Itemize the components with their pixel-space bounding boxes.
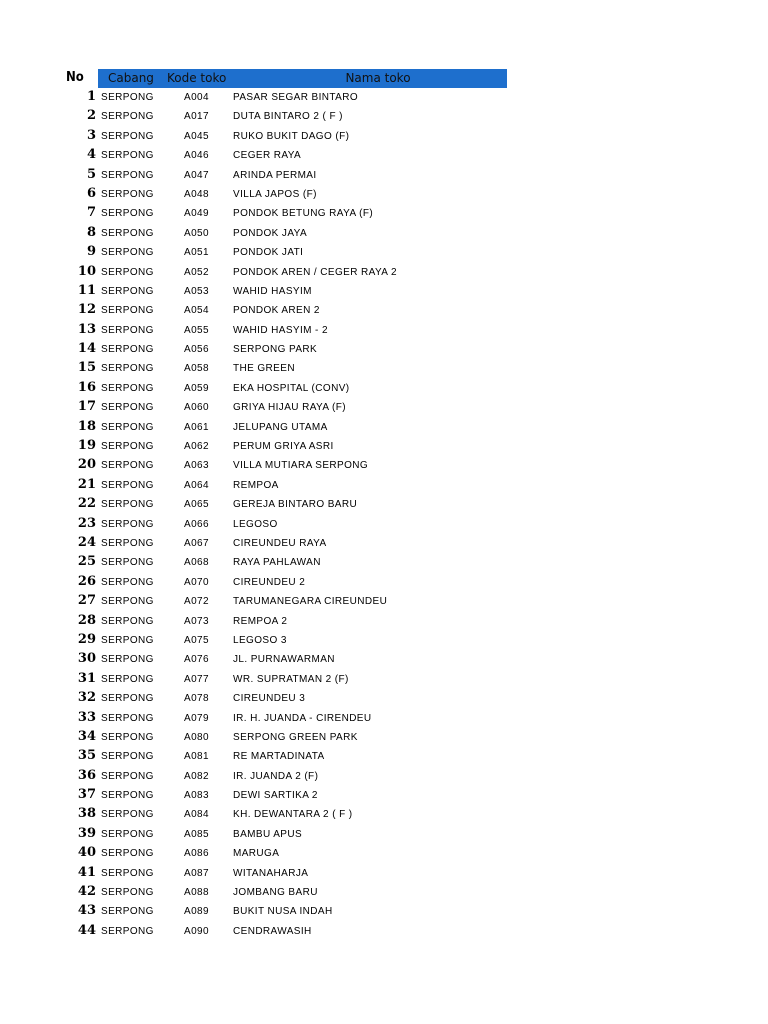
- kode-toko-cell: A077: [184, 673, 209, 685]
- cabang-cell: SERPONG: [101, 208, 154, 220]
- row-number: 10: [77, 263, 96, 279]
- row-number: 39: [77, 825, 96, 841]
- kode-toko-cell: A061: [184, 421, 209, 433]
- nama-toko-cell: ARINDA PERMAI: [233, 169, 317, 181]
- cabang-cell: SERPONG: [101, 712, 154, 724]
- kode-toko-cell: A075: [184, 634, 209, 646]
- cabang-cell: SERPONG: [101, 576, 154, 588]
- row-number: 16: [77, 379, 96, 395]
- nama-toko-cell: WAHID HASYIM - 2: [233, 324, 328, 336]
- kode-toko-cell: A004: [184, 92, 209, 103]
- kode-toko-cell: A087: [184, 867, 209, 879]
- row-number: 44: [77, 922, 96, 938]
- row-number: 43: [77, 903, 96, 919]
- cabang-cell: SERPONG: [101, 537, 154, 549]
- nama-toko-cell: WR. SUPRATMAN 2 (F): [233, 673, 349, 685]
- cabang-cell: SERPONG: [101, 285, 154, 297]
- row-number: 3: [86, 127, 96, 143]
- cabang-cell: SERPONG: [101, 188, 154, 200]
- kode-toko-cell: A066: [184, 518, 209, 530]
- kode-toko-cell: A060: [184, 402, 209, 414]
- row-number: 14: [77, 341, 96, 357]
- cabang-cell: SERPONG: [101, 518, 154, 530]
- nama-toko-cell: BUKIT NUSA INDAH: [233, 906, 333, 918]
- row-number: 17: [77, 399, 96, 415]
- nama-toko-cell: DUTA BINTARO 2 ( F ): [233, 111, 343, 123]
- header-nama-toko: Nama toko: [345, 71, 411, 85]
- cabang-cell: SERPONG: [101, 731, 154, 743]
- row-number: 4: [86, 147, 96, 163]
- cabang-cell: SERPONG: [101, 460, 154, 472]
- nama-toko-cell: CIREUNDEU 3: [233, 693, 306, 705]
- nama-toko-cell: VILLA JAPOS (F): [233, 188, 317, 200]
- row-number: 31: [77, 670, 96, 686]
- nama-toko-cell: PERUM GRIYA ASRI: [233, 441, 334, 453]
- nama-toko-cell: CENDRAWASIH: [233, 925, 312, 937]
- kode-toko-cell: A065: [184, 499, 209, 511]
- row-number: 30: [77, 651, 96, 667]
- kode-toko-cell: A058: [184, 363, 209, 375]
- nama-toko-cell: GEREJA BINTARO BARU: [233, 499, 358, 511]
- row-number: 2: [86, 108, 96, 124]
- cabang-cell: SERPONG: [101, 324, 154, 336]
- nama-toko-cell: REMPOA: [233, 479, 279, 491]
- kode-toko-cell: A078: [184, 693, 209, 705]
- nama-toko-cell: WITANAHARJA: [233, 867, 309, 879]
- row-number: 21: [77, 476, 96, 492]
- nama-toko-cell: MARUGA: [233, 848, 280, 860]
- kode-toko-cell: A051: [184, 247, 209, 259]
- nama-toko-cell: BAMBU APUS: [233, 828, 303, 840]
- nama-toko-cell: IR. H. JUANDA - CIRENDEU: [233, 712, 372, 724]
- kode-toko-cell: A089: [184, 906, 209, 918]
- row-number: 26: [77, 573, 96, 589]
- kode-toko-cell: A054: [184, 305, 209, 317]
- kode-toko-cell: A046: [184, 150, 209, 162]
- kode-toko-cell: A070: [184, 576, 209, 588]
- cabang-cell: SERPONG: [101, 790, 154, 802]
- kode-toko-cell: A052: [184, 266, 209, 278]
- nama-toko-cell: DEWI SARTIKA 2: [233, 790, 318, 802]
- nama-toko-cell: SERPONG PARK: [233, 344, 318, 356]
- nama-toko-cell: CIREUNDEU RAYA: [233, 537, 327, 549]
- cabang-cell: SERPONG: [101, 906, 154, 918]
- cabang-cell: SERPONG: [101, 421, 154, 433]
- row-number: 18: [77, 418, 96, 434]
- row-number: 24: [77, 534, 96, 550]
- row-number: 15: [77, 360, 96, 376]
- kode-toko-cell: A063: [184, 460, 209, 472]
- kode-toko-cell: A082: [184, 770, 209, 782]
- row-number: 11: [77, 282, 96, 298]
- kode-toko-cell: A086: [184, 848, 209, 860]
- cabang-cell: SERPONG: [101, 848, 154, 860]
- nama-toko-cell: RAYA PAHLAWAN: [233, 557, 321, 569]
- cabang-cell: SERPONG: [101, 441, 154, 453]
- cabang-cell: SERPONG: [101, 130, 154, 142]
- nama-toko-cell: GRIYA HIJAU RAYA (F): [233, 402, 347, 414]
- row-number: 13: [77, 321, 96, 337]
- row-number: 29: [77, 631, 96, 647]
- cabang-cell: SERPONG: [101, 925, 154, 937]
- kode-toko-cell: A047: [184, 169, 209, 181]
- nama-toko-cell: KH. DEWANTARA 2 ( F ): [233, 809, 353, 821]
- row-number: 35: [77, 748, 96, 764]
- nama-toko-cell: PONDOK JAYA: [233, 227, 308, 239]
- row-number: 27: [77, 593, 96, 609]
- nama-toko-cell: JOMBANG BARU: [233, 887, 318, 899]
- nama-toko-cell: CEGER RAYA: [233, 150, 302, 162]
- row-number: 42: [77, 884, 96, 900]
- cabang-cell: SERPONG: [101, 266, 154, 278]
- header-no: No: [66, 70, 84, 85]
- kode-toko-cell: A055: [184, 324, 209, 336]
- kode-toko-cell: A084: [184, 809, 209, 821]
- cabang-cell: SERPONG: [101, 751, 154, 763]
- nama-toko-cell: LEGOSO: [233, 518, 278, 530]
- nama-toko-cell: PONDOK AREN 2: [233, 305, 320, 317]
- nama-toko-cell: PONDOK BETUNG RAYA (F): [233, 208, 374, 220]
- nama-toko-cell: LEGOSO 3: [233, 634, 287, 646]
- row-number: 28: [77, 612, 96, 628]
- kode-toko-cell: A050: [184, 227, 209, 239]
- kode-toko-cell: A090: [184, 925, 209, 937]
- nama-toko-cell: VILLA MUTIARA SERPONG: [233, 460, 369, 472]
- row-number: 36: [77, 767, 96, 783]
- row-number: 12: [77, 302, 96, 318]
- kode-toko-cell: A080: [184, 731, 209, 743]
- nama-toko-cell: JELUPANG UTAMA: [233, 421, 328, 433]
- row-number: 7: [86, 205, 96, 221]
- cabang-cell: SERPONG: [101, 479, 154, 491]
- row-number: 22: [77, 496, 96, 512]
- kode-toko-cell: A072: [184, 596, 209, 608]
- cabang-cell: SERPONG: [101, 344, 154, 356]
- nama-toko-cell: JL. PURNAWARMAN: [233, 654, 335, 666]
- cabang-cell: SERPONG: [101, 596, 154, 608]
- cabang-cell: SERPONG: [101, 809, 154, 821]
- kode-toko-cell: A067: [184, 537, 209, 549]
- nama-toko-cell: PASAR SEGAR BINTARO: [233, 92, 359, 103]
- row-number: 20: [77, 457, 96, 473]
- cabang-cell: SERPONG: [101, 305, 154, 317]
- kode-toko-cell: A076: [184, 654, 209, 666]
- cabang-cell: SERPONG: [101, 557, 154, 569]
- cabang-cell: SERPONG: [101, 634, 154, 646]
- row-number: 25: [77, 554, 96, 570]
- cabang-cell: SERPONG: [101, 382, 154, 394]
- nama-toko-cell: REMPOA 2: [233, 615, 288, 627]
- cabang-cell: SERPONG: [101, 828, 154, 840]
- cabang-cell: SERPONG: [101, 227, 154, 239]
- nama-toko-cell: EKA HOSPITAL (CONV): [233, 382, 350, 394]
- row-number: 8: [86, 224, 96, 240]
- kode-toko-cell: A017: [184, 111, 209, 123]
- nama-toko-cell: THE GREEN: [233, 363, 295, 375]
- cabang-cell: SERPONG: [101, 150, 154, 162]
- nama-toko-cell: RE MARTADINATA: [233, 751, 325, 763]
- cabang-cell: SERPONG: [101, 615, 154, 627]
- cabang-cell: SERPONG: [101, 867, 154, 879]
- cabang-cell: SERPONG: [101, 402, 154, 414]
- cabang-cell: SERPONG: [101, 247, 154, 259]
- row-number: 32: [77, 690, 96, 706]
- kode-toko-cell: A079: [184, 712, 209, 724]
- row-number: 9: [86, 244, 96, 260]
- nama-toko-cell: PONDOK AREN / CEGER RAYA 2: [233, 266, 397, 278]
- row-number: 41: [77, 864, 96, 880]
- nama-toko-cell: TARUMANEGARA CIREUNDEU: [233, 596, 388, 608]
- kode-toko-cell: A059: [184, 382, 209, 394]
- cabang-cell: SERPONG: [101, 770, 154, 782]
- row-number: 37: [77, 787, 96, 803]
- header-band: [98, 69, 507, 88]
- cabang-cell: SERPONG: [101, 111, 154, 123]
- row-number: 40: [77, 845, 96, 861]
- kode-toko-cell: A073: [184, 615, 209, 627]
- row-number: 5: [86, 166, 96, 182]
- cabang-cell: SERPONG: [101, 673, 154, 685]
- kode-toko-cell: A085: [184, 828, 209, 840]
- cabang-cell: SERPONG: [101, 169, 154, 181]
- kode-toko-cell: A049: [184, 208, 209, 220]
- row-number: 34: [77, 728, 96, 744]
- kode-toko-cell: A068: [184, 557, 209, 569]
- row-number: 19: [77, 438, 96, 454]
- cabang-cell: SERPONG: [101, 693, 154, 705]
- nama-toko-cell: CIREUNDEU 2: [233, 576, 306, 588]
- kode-toko-cell: A088: [184, 887, 209, 899]
- nama-toko-cell: SERPONG GREEN PARK: [233, 731, 358, 743]
- kode-toko-cell: A083: [184, 790, 209, 802]
- header-cabang: Cabang: [108, 71, 154, 85]
- header-kode-toko: Kode toko: [167, 71, 227, 85]
- kode-toko-cell: A053: [184, 285, 209, 297]
- kode-toko-cell: A045: [184, 130, 209, 142]
- nama-toko-cell: PONDOK JATI: [233, 247, 304, 259]
- row-number: 1: [86, 89, 96, 104]
- nama-toko-cell: WAHID HASYIM: [233, 285, 312, 297]
- cabang-cell: SERPONG: [101, 92, 154, 103]
- nama-toko-cell: RUKO BUKIT DAGO (F): [233, 130, 350, 142]
- row-number: 23: [77, 515, 96, 531]
- cabang-cell: SERPONG: [101, 499, 154, 511]
- nama-toko-cell: IR. JUANDA 2 (F): [233, 770, 319, 782]
- kode-toko-cell: A056: [184, 344, 209, 356]
- kode-toko-cell: A081: [184, 751, 209, 763]
- kode-toko-cell: A064: [184, 479, 209, 491]
- kode-toko-cell: A062: [184, 441, 209, 453]
- cabang-cell: SERPONG: [101, 887, 154, 899]
- kode-toko-cell: A048: [184, 188, 209, 200]
- row-number: 38: [77, 806, 96, 822]
- cabang-cell: SERPONG: [101, 654, 154, 666]
- row-number: 33: [77, 709, 96, 725]
- row-number: 6: [86, 185, 96, 201]
- cabang-cell: SERPONG: [101, 363, 154, 375]
